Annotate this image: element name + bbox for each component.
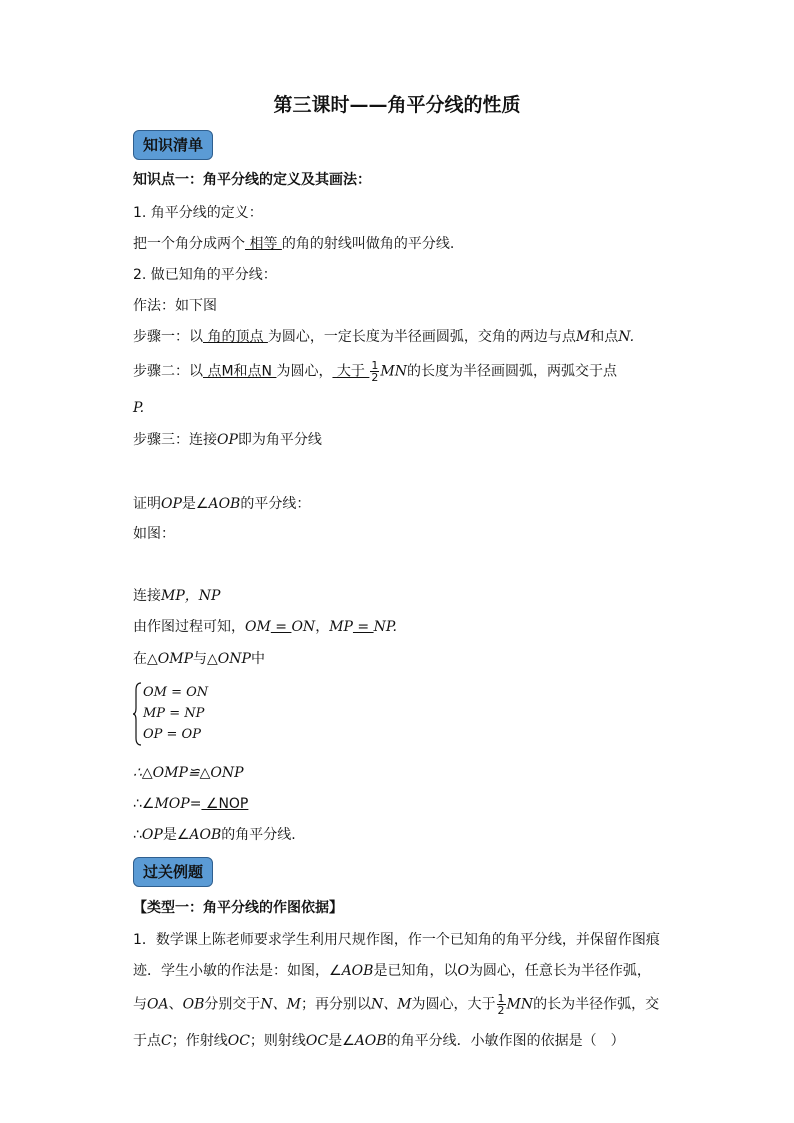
page-title: 第三课时——角平分线的性质 bbox=[273, 94, 521, 116]
step-two-p: P bbox=[133, 400, 140, 416]
equation-line-1: OM = ON bbox=[143, 685, 209, 700]
angle-equal-line bbox=[133, 794, 248, 814]
prove-mid: 是∠ bbox=[181, 496, 209, 512]
step-two bbox=[133, 360, 617, 383]
q1-l2-post: 为圆心，任意长为半径作弧， bbox=[468, 963, 651, 979]
step-one-m: M bbox=[575, 329, 591, 345]
q1-l4-mid: ；作射线 bbox=[171, 1033, 228, 1049]
prove-op: OP bbox=[161, 496, 182, 512]
q1-l2-mid: 是已知角，以 bbox=[373, 963, 458, 979]
q1-l4-pre: 于点 bbox=[133, 1033, 161, 1049]
question-one-line-1: 1．数学课上陈老师要求学生利用尺规作图，作一个已知角的角平分线，并保留作图痕 bbox=[133, 932, 660, 948]
angle-mop: MOP bbox=[154, 796, 190, 812]
type-one-heading: 【类型一：角平分线的作图依据】 bbox=[133, 900, 343, 916]
q1-l3-nm: N、M bbox=[260, 996, 301, 1013]
prove-aob: AOB bbox=[208, 496, 241, 512]
q1-l4-mid3: 是∠ bbox=[328, 1033, 355, 1049]
step-three-pre: 步骤三：连接 bbox=[133, 432, 217, 448]
conclusion-line bbox=[133, 825, 296, 845]
connect-pre: 连接 bbox=[133, 588, 161, 604]
q1-l4-mid2: ；则射线 bbox=[249, 1033, 306, 1049]
fraction-numerator: 1 bbox=[371, 359, 379, 372]
q1-l3-sep: 、 bbox=[168, 996, 183, 1013]
knowledge-point-heading: 知识点一：角平分线的定义及其画法： bbox=[133, 172, 371, 188]
equation-lines bbox=[143, 682, 208, 745]
process-sep: ， bbox=[315, 619, 330, 635]
process-on: ON bbox=[291, 619, 316, 635]
q1-fraction-half bbox=[497, 993, 506, 1016]
method-line: 作法：如下图 bbox=[133, 298, 217, 314]
step-one-pre: 步骤一：以 bbox=[133, 329, 203, 345]
fraction-half bbox=[370, 360, 379, 383]
in-tri-onp: ONP bbox=[217, 651, 251, 667]
step-two-blank-greater: 大于 bbox=[332, 363, 370, 380]
conclusion-op: OP bbox=[141, 827, 163, 843]
conclusion-mid: 是∠ bbox=[162, 827, 190, 843]
step-two-mn: MN bbox=[380, 363, 407, 380]
step-three bbox=[133, 430, 322, 450]
process-eq-two: = bbox=[352, 619, 374, 635]
process-line bbox=[133, 617, 397, 637]
step-one-n: N bbox=[618, 329, 630, 345]
process-end: . bbox=[392, 619, 397, 635]
q1-l4-aob: AOB bbox=[354, 1033, 387, 1049]
step-two-p-end: . bbox=[139, 400, 145, 416]
q1-l3-mid3: 为圆心，大于 bbox=[411, 996, 496, 1013]
q1-l4-c: C bbox=[161, 1033, 172, 1049]
definition-blank: 相等 bbox=[245, 236, 282, 252]
connect-values: MP，NP bbox=[161, 588, 221, 604]
process-np: NP bbox=[373, 619, 393, 635]
section-badge-examples: 过关例题 bbox=[133, 857, 213, 887]
angle-pre: ∴∠ bbox=[133, 796, 155, 812]
connect-line bbox=[133, 586, 220, 606]
angle-blank: ∠NOP bbox=[201, 796, 249, 812]
conclusion-aob: AOB bbox=[189, 827, 222, 843]
equation-line-2: MP = NP bbox=[143, 706, 205, 721]
q1-fraction-denominator: 2 bbox=[497, 1004, 505, 1017]
q1-l4-post: 的角平分线．小敏作图的依据是（ ） bbox=[386, 1033, 625, 1049]
q1-l2-o: O bbox=[457, 963, 469, 979]
draw-heading: 2. 做已知角的平分线： bbox=[133, 267, 277, 283]
step-two-post: 的长度为半径画圆弧，两弧交于点 bbox=[406, 363, 617, 380]
q1-l4-oc2: OC bbox=[305, 1033, 329, 1049]
step-one-blank: 角的顶点 bbox=[203, 329, 268, 345]
q1-l3-nm2: N、M bbox=[370, 996, 412, 1013]
left-brace-icon bbox=[133, 682, 143, 746]
prove-pre: 证明 bbox=[133, 496, 161, 512]
definition-pre: 把一个角分成两个 bbox=[133, 236, 245, 252]
question-one-line-2 bbox=[133, 961, 651, 981]
step-two-continued bbox=[133, 398, 144, 418]
in-tri-omp: OMP bbox=[157, 651, 194, 667]
q1-l3-pre: 与 bbox=[133, 996, 147, 1013]
step-two-blank-points: 点M和点N bbox=[203, 363, 277, 380]
q1-l3-post: 的长为半径作弧，交 bbox=[533, 996, 660, 1013]
step-two-mid: 为圆心， bbox=[276, 363, 333, 380]
process-om: OM bbox=[245, 619, 271, 635]
q1-fraction-numerator: 1 bbox=[497, 992, 505, 1005]
q1-l3-mid: 分别交于 bbox=[204, 996, 261, 1013]
q1-l3-oa: OA bbox=[147, 996, 169, 1013]
congruent-line: ∴△OMP≌△ONP bbox=[133, 765, 244, 781]
definition-heading: 1. 角平分线的定义： bbox=[133, 205, 263, 221]
definition-text bbox=[133, 234, 454, 254]
step-three-post: 即为角平分线 bbox=[237, 432, 322, 448]
q1-l3-mn: MN bbox=[506, 996, 534, 1013]
definition-post: 的角的射线叫做角的平分线. bbox=[281, 236, 455, 252]
fraction-denominator: 2 bbox=[371, 371, 379, 384]
question-one-line-4 bbox=[133, 1031, 625, 1051]
q1-l3-ob: OB bbox=[182, 996, 205, 1013]
process-pre: 由作图过程可知， bbox=[133, 619, 245, 635]
q1-l3-mid2: ；再分别以 bbox=[300, 996, 371, 1013]
step-three-op: OP bbox=[217, 432, 238, 448]
prove-statement bbox=[133, 494, 310, 514]
conclusion-pre: ∴ bbox=[133, 827, 142, 843]
q1-l2-aob: AOB bbox=[341, 963, 374, 979]
step-one-and: 和点 bbox=[590, 329, 619, 345]
angle-eq: = bbox=[189, 796, 202, 812]
step-one bbox=[133, 327, 634, 347]
in-tri-mid: 与△ bbox=[193, 651, 218, 667]
in-tri-pre: 在△ bbox=[133, 651, 158, 667]
q1-l4-oc: OC bbox=[227, 1033, 250, 1049]
process-eq-one: = bbox=[270, 619, 292, 635]
step-one-end: . bbox=[629, 329, 635, 345]
step-two-pre: 步骤二：以 bbox=[133, 363, 203, 380]
q1-l2-pre: 迹．学生小敏的作法是：如图，∠ bbox=[133, 963, 342, 979]
step-one-mid: 为圆心，一定长度为半径画圆弧，交角的两边与点 bbox=[267, 329, 576, 345]
process-mp: MP bbox=[329, 619, 353, 635]
as-figure: 如图： bbox=[133, 526, 175, 542]
section-badge-knowledge: 知识清单 bbox=[133, 130, 213, 160]
prove-post: 的平分线： bbox=[240, 496, 311, 512]
in-tri-post: 中 bbox=[250, 651, 265, 667]
conclusion-post: 的角平分线. bbox=[221, 827, 296, 843]
equation-line-3: OP = OP bbox=[143, 727, 201, 742]
question-one-line-3 bbox=[133, 993, 659, 1016]
in-triangles-line bbox=[133, 649, 265, 669]
